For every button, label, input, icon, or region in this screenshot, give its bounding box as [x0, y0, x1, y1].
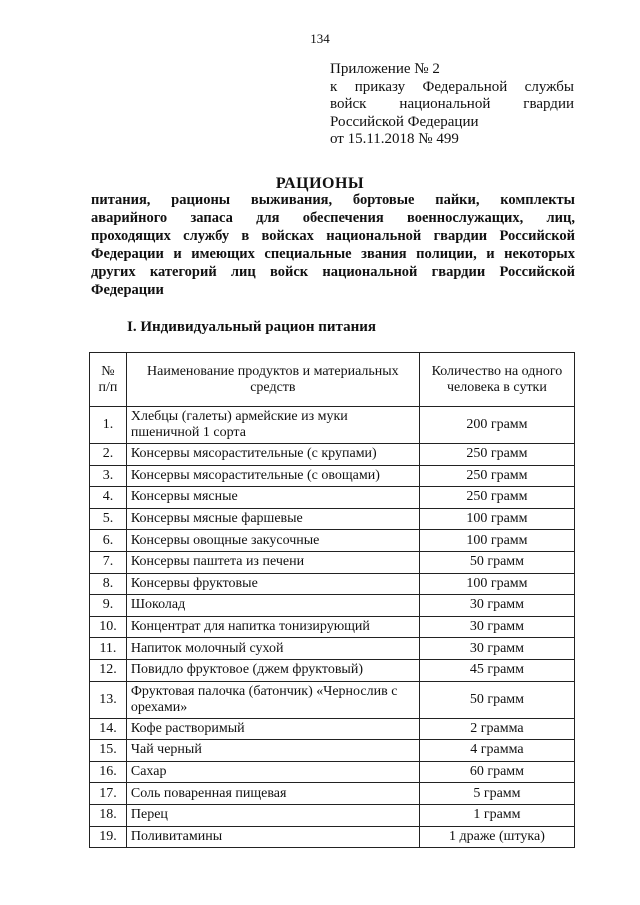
cell-num: 3.	[90, 465, 127, 487]
subtitle-line: проходящих службу в войсках национальной гвардии Российской	[91, 228, 575, 244]
appendix-title: Приложение № 2	[330, 61, 440, 77]
cell-num: 15.	[90, 740, 127, 762]
cell-name: Консервы мясорастительные (с овощами)	[126, 465, 419, 487]
table-row	[90, 783, 575, 805]
ration-table	[89, 352, 575, 848]
cell-qty: 250 грамм	[419, 487, 574, 509]
cell-num: 6.	[90, 530, 127, 552]
cell-name: Фруктовая палочка (батончик) «Чернослив с орехами»	[126, 681, 419, 718]
table-body	[90, 407, 575, 848]
cell-name: Консервы паштета из печени	[126, 551, 419, 573]
cell-num: 10.	[90, 616, 127, 638]
cell-num: 9.	[90, 595, 127, 617]
table-row	[90, 595, 575, 617]
cell-qty: 30 грамм	[419, 616, 574, 638]
cell-name: Хлебцы (галеты) армейские из муки пшеничной 1 сорта	[126, 407, 419, 444]
table-row	[90, 804, 575, 826]
cell-num: 4.	[90, 487, 127, 509]
subtitle-line: других категорий лиц войск национальной гвардии Российской	[91, 264, 575, 280]
cell-name: Напиток молочный сухой	[126, 638, 419, 660]
cell-qty: 5 грамм	[419, 783, 574, 805]
cell-qty: 1 драже (штука)	[419, 826, 574, 848]
cell-name: Соль поваренная пищевая	[126, 783, 419, 805]
appendix-country-line: Российской Федерации	[330, 113, 479, 130]
table-row	[90, 761, 575, 783]
cell-qty: 50 грамм	[419, 551, 574, 573]
cell-qty: 30 грамм	[419, 595, 574, 617]
header-name: Наименование продуктов и материальных средств	[126, 353, 419, 407]
cell-name: Концентрат для напитка тонизирующий	[126, 616, 419, 638]
cell-qty: 100 грамм	[419, 573, 574, 595]
cell-qty: 4 грамма	[419, 740, 574, 762]
header-num: № п/п	[90, 353, 127, 407]
table-header-row	[90, 353, 575, 407]
cell-qty: 1 грамм	[419, 804, 574, 826]
table-row	[90, 551, 575, 573]
table-row	[90, 508, 575, 530]
appendix-block	[330, 61, 574, 149]
cell-qty: 2 грамма	[419, 718, 574, 740]
cell-name: Перец	[126, 804, 419, 826]
table-row	[90, 407, 575, 444]
cell-qty: 250 грамм	[419, 465, 574, 487]
table-row	[90, 718, 575, 740]
table-row	[90, 740, 575, 762]
cell-num: 12.	[90, 659, 127, 681]
cell-name: Сахар	[126, 761, 419, 783]
table-row	[90, 444, 575, 466]
table-row	[90, 638, 575, 660]
appendix-agency-line: войск национальной гвардии	[330, 96, 574, 112]
cell-num: 17.	[90, 783, 127, 805]
cell-qty: 200 грамм	[419, 407, 574, 444]
table-row	[90, 530, 575, 552]
subtitle-line: питания, рационы выживания, бортовые пайки, комплекты	[91, 192, 575, 208]
cell-num: 8.	[90, 573, 127, 595]
section-title: I. Индивидуальный рацион питания	[127, 319, 376, 335]
cell-name: Шоколад	[126, 595, 419, 617]
cell-qty: 30 грамм	[419, 638, 574, 660]
cell-num: 11.	[90, 638, 127, 660]
cell-name: Консервы овощные закусочные	[126, 530, 419, 552]
header-qty: Количество на одного человека в сутки	[419, 353, 574, 407]
document-subtitle	[91, 191, 575, 299]
cell-name: Повидло фруктовое (джем фруктовый)	[126, 659, 419, 681]
table-row	[90, 659, 575, 681]
cell-num: 13.	[90, 681, 127, 718]
appendix-order-line: к приказу Федеральной службы	[330, 78, 574, 95]
cell-name: Поливитамины	[126, 826, 419, 848]
cell-qty: 60 грамм	[419, 761, 574, 783]
cell-num: 18.	[90, 804, 127, 826]
cell-qty: 250 грамм	[419, 444, 574, 466]
table-row	[90, 487, 575, 509]
table-row	[90, 616, 575, 638]
table-row	[90, 573, 575, 595]
subtitle-line: Федерации	[91, 282, 164, 298]
cell-qty: 100 грамм	[419, 508, 574, 530]
table-row	[90, 681, 575, 718]
table-row	[90, 465, 575, 487]
document-title: РАЦИОНЫ	[275, 175, 365, 192]
subtitle-line: аварийного запаса для обеспечения военнослужащих, лиц,	[91, 210, 575, 226]
cell-num: 14.	[90, 718, 127, 740]
cell-name: Консервы мясные фаршевые	[126, 508, 419, 530]
cell-num: 7.	[90, 551, 127, 573]
cell-qty: 100 грамм	[419, 530, 574, 552]
cell-name: Консервы фруктовые	[126, 573, 419, 595]
cell-num: 19.	[90, 826, 127, 848]
cell-num: 5.	[90, 508, 127, 530]
page-number: 134	[310, 31, 330, 46]
cell-name: Консервы мясные	[126, 487, 419, 509]
cell-name: Чай черный	[126, 740, 419, 762]
cell-num: 1.	[90, 407, 127, 444]
cell-qty: 50 грамм	[419, 681, 574, 718]
table-row	[90, 826, 575, 848]
cell-qty: 45 грамм	[419, 659, 574, 681]
cell-name: Кофе растворимый	[126, 718, 419, 740]
cell-num: 16.	[90, 761, 127, 783]
cell-name: Консервы мясорастительные (с крупами)	[126, 444, 419, 466]
appendix-date-line: от 15.11.2018 № 499	[330, 131, 459, 147]
subtitle-line: Федерации и имеющих специальные звания полиции, и некоторых	[91, 246, 575, 262]
cell-num: 2.	[90, 444, 127, 466]
